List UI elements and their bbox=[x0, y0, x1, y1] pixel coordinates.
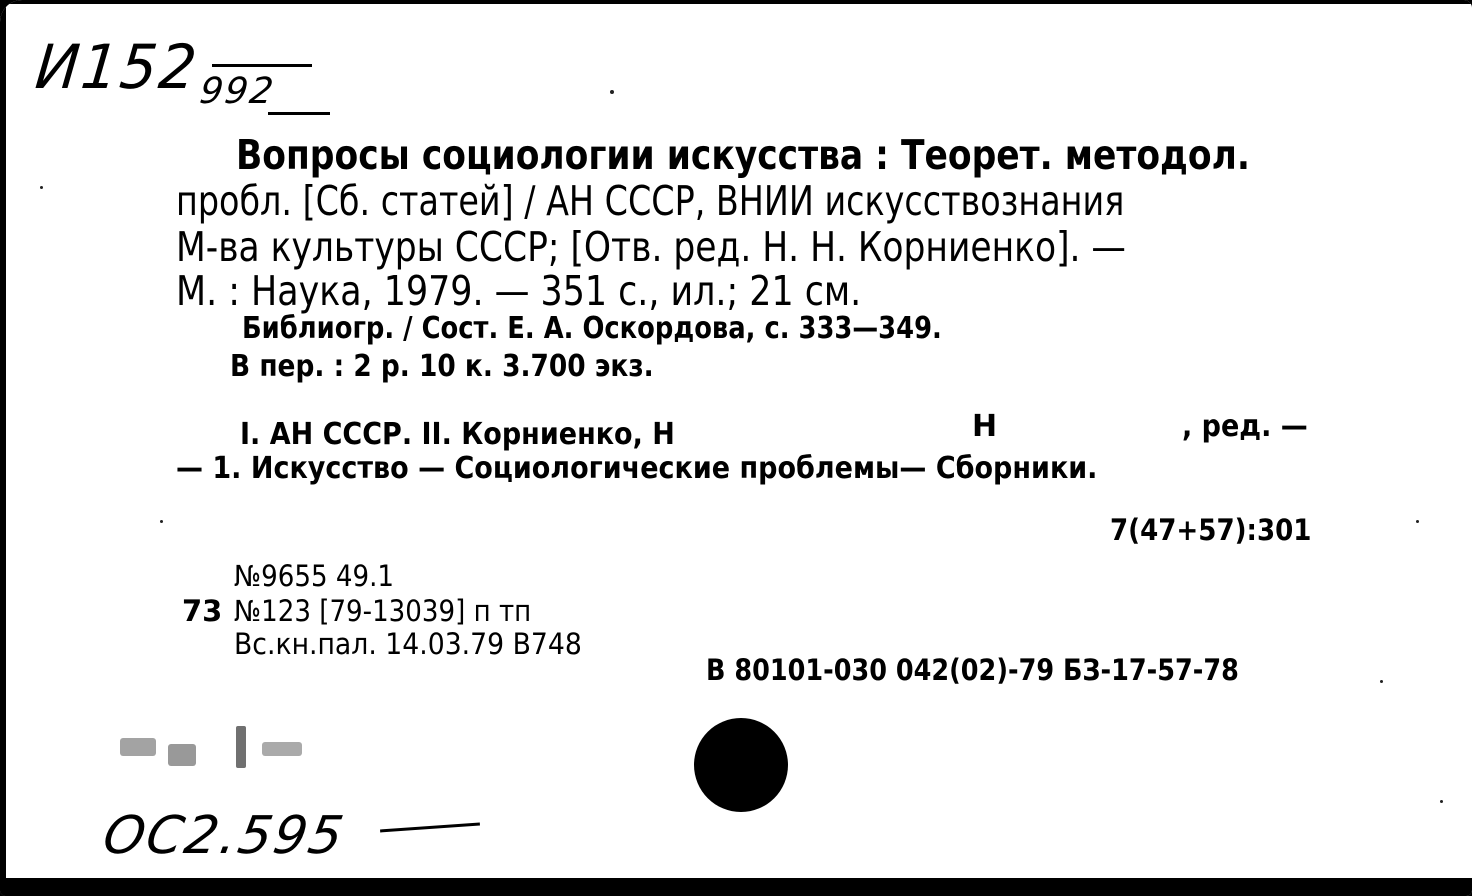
stamp-smudge bbox=[262, 742, 302, 756]
stamp-smudge bbox=[168, 744, 196, 766]
call-number-rule bbox=[212, 64, 312, 67]
classification-index: 7(47+57):301 bbox=[1110, 513, 1312, 547]
dust-speck bbox=[160, 520, 163, 523]
imprint-line-3: Вс.кн.пал. 14.03.79 В748 bbox=[234, 627, 582, 661]
punch-hole bbox=[694, 718, 788, 812]
tracing-line-1c: , ред. — bbox=[1182, 409, 1308, 444]
imprint-line-2-prefix: 73 bbox=[182, 594, 223, 628]
dust-speck bbox=[610, 90, 614, 94]
card-left-edge bbox=[0, 0, 6, 896]
title-line-3: М-ва культуры СССР; [Отв. ред. Н. Н. Корниенко]. — bbox=[176, 223, 1126, 271]
edition-codes: В 80101-030 042(02)-79 БЗ-17-57-78 bbox=[706, 653, 1239, 687]
dust-speck bbox=[1380, 680, 1383, 683]
tracing-line-2: — 1. Искусство — Социологические проблемы— Сборники. bbox=[176, 451, 1098, 486]
title-line-2: пробл. [Сб. статей] / АН СССР, ВНИИ искусствознания bbox=[176, 177, 1125, 225]
card-top-edge bbox=[0, 0, 1472, 4]
dust-speck bbox=[40, 186, 43, 189]
handwritten-shelf-number: ОС2.595 bbox=[98, 806, 350, 866]
title-line-4: М. : Наука, 1979. — 351 с., ил.; 21 см. bbox=[176, 267, 862, 315]
card-bottom-edge bbox=[0, 878, 1472, 896]
dust-speck bbox=[1440, 800, 1443, 803]
call-number-main: И152 bbox=[32, 31, 202, 103]
stamp-smudge bbox=[236, 726, 246, 768]
binding-price-note: В пер. : 2 р. 10 к. 3.700 экз. bbox=[230, 349, 654, 384]
bibliography-note: Библиогр. / Сост. Е. А. Оскордова, с. 333—349. bbox=[242, 311, 942, 346]
imprint-line-2: №123 [79-13039] п тп bbox=[234, 594, 532, 628]
imprint-line-1: №9655 49.1 bbox=[234, 559, 394, 593]
call-number-sub: 992 bbox=[197, 71, 278, 112]
title-line-1: Вопросы социологии искусства : Теорет. методол. bbox=[236, 131, 1250, 179]
shelf-number-rule bbox=[380, 823, 480, 833]
tracing-line-1a: I. АН СССР. II. Корниенко, Н bbox=[240, 417, 675, 452]
stamp-smudge bbox=[120, 738, 156, 756]
dust-speck bbox=[1416, 520, 1419, 523]
tracing-line-1b: Н bbox=[972, 409, 998, 444]
call-number-underline bbox=[268, 112, 330, 115]
